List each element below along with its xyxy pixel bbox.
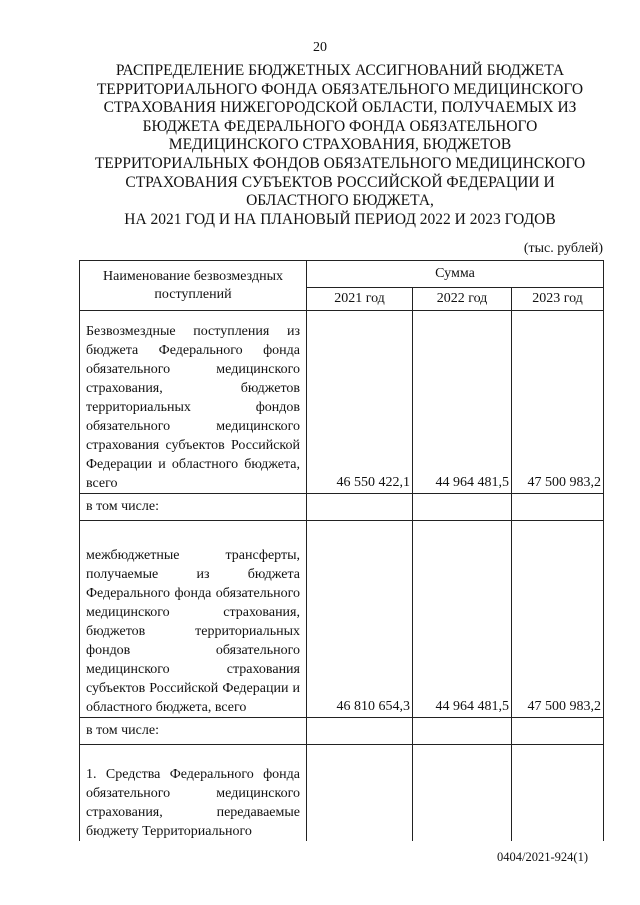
row-value-2023 [512,494,604,521]
row-value-2022 [413,494,512,521]
table-row [80,745,604,842]
row-value-2023 [512,745,604,842]
document-title [60,62,620,229]
page-number: 20 [313,40,327,55]
row-name: межбюджетные трансферты, получаемые из бюджета Федерального фонда обязательного медицинского страхования, бюджетов территориальных фондов обязательного медицинского страхования субъектов Российской Федерации и областного бюджета, всего [80,521,307,718]
header-name: Наименование безвозмездных поступлений [80,261,307,311]
row-value-2021 [307,718,413,745]
title-line: СТРАХОВАНИЯ НИЖЕГОРОДСКОЙ ОБЛАСТИ, ПОЛУЧАЕМЫХ ИЗ [103,99,577,117]
row-value-2021: 46 810 654,3 [307,521,413,718]
row-value-2022: 44 964 481,5 [413,311,512,494]
row-value-2022 [413,718,512,745]
document-code: 0404/2021-924(1) [497,850,588,864]
budget-table [79,260,604,841]
row-value-2022: 44 964 481,5 [413,521,512,718]
title-line: СТРАХОВАНИЯ СУБЪЕКТОВ РОССИЙСКОЙ ФЕДЕРАЦИИ И [125,173,555,191]
row-value-2023 [512,718,604,745]
table-row [80,311,604,494]
units-note: (тыс. рублей) [523,241,603,256]
row-name: в том числе: [80,718,307,745]
table-row [80,494,604,521]
row-value-2023: 47 500 983,2 [512,311,604,494]
title-line: ТЕРРИТОРИАЛЬНЫХ ФОНДОВ ОБЯЗАТЕЛЬНОГО МЕДИЦИНСКОГО [94,154,586,172]
header-sum: Сумма [307,261,604,288]
table-row [80,521,604,718]
row-name: 1. Средства Федерального фонда обязательного медицинского страхования, передаваемые бюджету Территориального [80,745,307,842]
header-year-2021: 2021 год [307,288,413,311]
row-value-2021: 46 550 422,1 [307,311,413,494]
header-year-2023: 2023 год [512,288,604,311]
table-header-row [80,261,604,288]
row-name: Безвозмездные поступления из бюджета Федерального фонда обязательного медицинского страхования, бюджетов территориальных фондов обязательного медицинского страхования субъектов Российской Федерации и областного бюджета, всего [80,311,307,494]
row-value-2021 [307,745,413,842]
table-row [80,718,604,745]
title-line: ОБЛАСТНОГО БЮДЖЕТА, [246,192,434,210]
title-line: МЕДИЦИНСКОГО СТРАХОВАНИЯ, БЮДЖЕТОВ [168,136,512,154]
title-line: ТЕРРИТОРИАЛЬНОГО ФОНДА ОБЯЗАТЕЛЬНОГО МЕДИЦИНСКОГО [96,80,584,98]
title-line: БЮДЖЕТА ФЕДЕРАЛЬНОГО ФОНДА ОБЯЗАТЕЛЬНОГО [142,117,538,135]
row-name: в том числе: [80,494,307,521]
row-value-2022 [413,745,512,842]
title-line: РАСПРЕДЕЛЕНИЕ БЮДЖЕТНЫХ АССИГНОВАНИЙ БЮДЖЕТА [115,62,565,79]
header-year-2022: 2022 год [413,288,512,311]
row-value-2023: 47 500 983,2 [512,521,604,718]
title-line: НА 2021 ГОД И НА ПЛАНОВЫЙ ПЕРИОД 2022 И 2023 ГОДОВ [124,210,556,228]
row-value-2021 [307,494,413,521]
